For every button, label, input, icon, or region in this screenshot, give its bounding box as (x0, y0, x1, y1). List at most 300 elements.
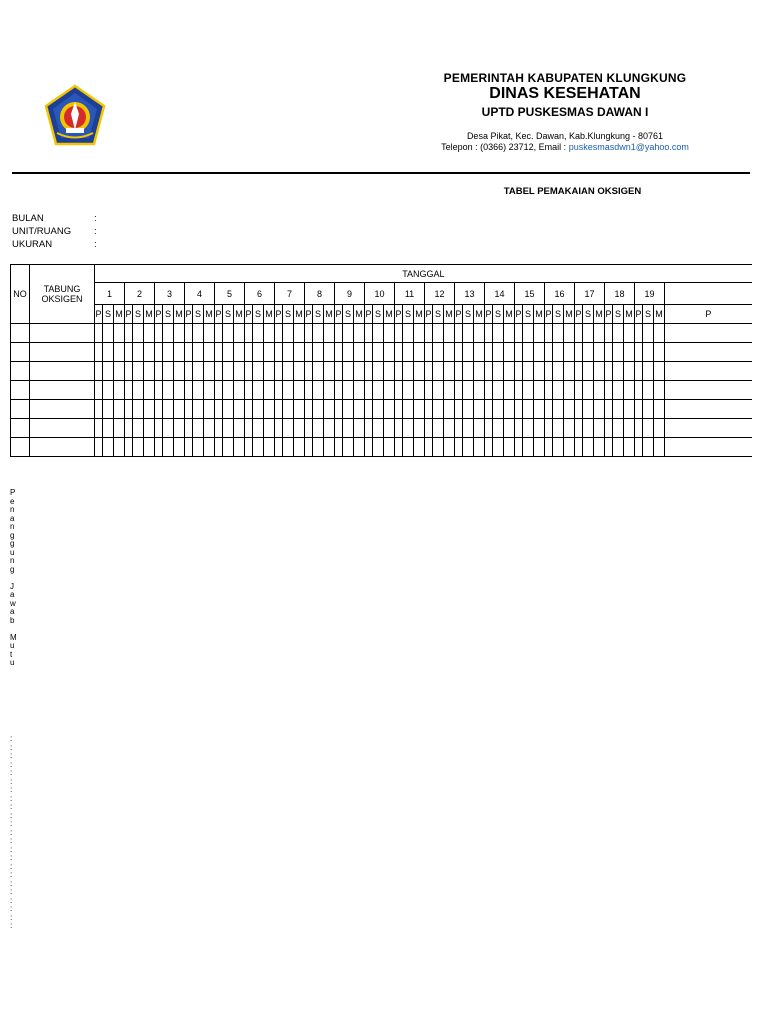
cell-usage[interactable] (395, 343, 403, 362)
cell-usage[interactable] (605, 419, 613, 438)
cell-usage[interactable] (523, 381, 534, 400)
cell-usage[interactable] (665, 400, 752, 419)
cell-usage[interactable] (654, 438, 665, 457)
cell-usage[interactable] (493, 438, 504, 457)
cell-usage[interactable] (643, 343, 654, 362)
cell-usage[interactable] (283, 438, 294, 457)
cell-usage[interactable] (643, 438, 654, 457)
cell-usage[interactable] (395, 419, 403, 438)
cell-usage[interactable] (324, 324, 335, 343)
cell-usage[interactable] (133, 381, 144, 400)
cell-usage[interactable] (403, 400, 414, 419)
cell-usage[interactable] (223, 324, 234, 343)
cell-usage[interactable] (545, 400, 553, 419)
cell-usage[interactable] (665, 419, 752, 438)
cell-usage[interactable] (313, 438, 324, 457)
cell-usage[interactable] (185, 381, 193, 400)
cell-usage[interactable] (594, 362, 605, 381)
cell-usage[interactable] (624, 400, 635, 419)
cell-usage[interactable] (125, 381, 133, 400)
cell-usage[interactable] (193, 419, 204, 438)
cell-usage[interactable] (264, 381, 275, 400)
cell-usage[interactable] (185, 419, 193, 438)
cell-usage[interactable] (403, 343, 414, 362)
cell-usage[interactable] (594, 381, 605, 400)
cell-usage[interactable] (594, 419, 605, 438)
cell-usage[interactable] (384, 400, 395, 419)
cell-usage[interactable] (185, 400, 193, 419)
cell-usage[interactable] (294, 438, 305, 457)
cell-usage[interactable] (654, 362, 665, 381)
cell-usage[interactable] (324, 438, 335, 457)
cell-usage[interactable] (193, 343, 204, 362)
cell-usage[interactable] (624, 438, 635, 457)
cell-usage[interactable] (373, 362, 384, 381)
cell-usage[interactable] (523, 419, 534, 438)
cell-usage[interactable] (144, 324, 155, 343)
cell-usage[interactable] (613, 362, 624, 381)
cell-usage[interactable] (294, 362, 305, 381)
cell-usage[interactable] (253, 362, 264, 381)
cell-usage[interactable] (133, 343, 144, 362)
cell-usage[interactable] (594, 438, 605, 457)
cell-usage[interactable] (343, 324, 354, 343)
cell-usage[interactable] (253, 324, 264, 343)
cell-usage[interactable] (133, 324, 144, 343)
cell-usage[interactable] (474, 362, 485, 381)
cell-usage[interactable] (534, 438, 545, 457)
cell-usage[interactable] (264, 362, 275, 381)
cell-usage[interactable] (545, 343, 553, 362)
cell-usage[interactable] (234, 324, 245, 343)
cell-usage[interactable] (103, 324, 114, 343)
cell-usage[interactable] (264, 343, 275, 362)
cell-usage[interactable] (643, 362, 654, 381)
cell-usage[interactable] (485, 381, 493, 400)
cell-usage[interactable] (553, 381, 564, 400)
cell-usage[interactable] (384, 362, 395, 381)
cell-usage[interactable] (395, 381, 403, 400)
cell-usage[interactable] (343, 381, 354, 400)
cell-usage[interactable] (264, 400, 275, 419)
cell-usage[interactable] (223, 419, 234, 438)
cell-usage[interactable] (474, 400, 485, 419)
cell-usage[interactable] (95, 362, 103, 381)
cell-usage[interactable] (414, 419, 425, 438)
cell-usage[interactable] (103, 438, 114, 457)
cell-usage[interactable] (583, 362, 594, 381)
cell-usage[interactable] (215, 381, 223, 400)
cell-usage[interactable] (523, 438, 534, 457)
cell-usage[interactable] (384, 324, 395, 343)
cell-usage[interactable] (193, 362, 204, 381)
cell-usage[interactable] (414, 362, 425, 381)
cell-usage[interactable] (264, 419, 275, 438)
cell-usage[interactable] (463, 324, 474, 343)
cell-usage[interactable] (245, 362, 253, 381)
cell-usage[interactable] (185, 343, 193, 362)
cell-usage[interactable] (215, 362, 223, 381)
cell-usage[interactable] (583, 324, 594, 343)
cell-usage[interactable] (403, 438, 414, 457)
cell-usage[interactable] (515, 324, 523, 343)
cell-tabung[interactable] (30, 419, 95, 438)
cell-usage[interactable] (635, 362, 643, 381)
cell-usage[interactable] (155, 362, 163, 381)
cell-no[interactable] (11, 343, 30, 362)
cell-usage[interactable] (223, 400, 234, 419)
cell-usage[interactable] (624, 419, 635, 438)
cell-usage[interactable] (305, 381, 313, 400)
cell-usage[interactable] (313, 381, 324, 400)
cell-usage[interactable] (294, 343, 305, 362)
cell-usage[interactable] (204, 324, 215, 343)
cell-usage[interactable] (463, 400, 474, 419)
cell-no[interactable] (11, 400, 30, 419)
cell-no[interactable] (11, 381, 30, 400)
cell-usage[interactable] (324, 343, 335, 362)
cell-usage[interactable] (665, 362, 752, 381)
cell-usage[interactable] (223, 343, 234, 362)
cell-no[interactable] (11, 438, 30, 457)
cell-usage[interactable] (125, 362, 133, 381)
cell-usage[interactable] (605, 343, 613, 362)
cell-usage[interactable] (444, 324, 455, 343)
cell-usage[interactable] (433, 324, 444, 343)
cell-usage[interactable] (155, 324, 163, 343)
cell-usage[interactable] (365, 438, 373, 457)
cell-usage[interactable] (403, 381, 414, 400)
cell-usage[interactable] (215, 400, 223, 419)
cell-usage[interactable] (455, 400, 463, 419)
cell-usage[interactable] (335, 324, 343, 343)
cell-usage[interactable] (613, 419, 624, 438)
cell-usage[interactable] (545, 324, 553, 343)
cell-usage[interactable] (343, 362, 354, 381)
cell-usage[interactable] (125, 400, 133, 419)
cell-usage[interactable] (485, 400, 493, 419)
cell-usage[interactable] (654, 343, 665, 362)
cell-usage[interactable] (613, 343, 624, 362)
cell-usage[interactable] (444, 343, 455, 362)
cell-usage[interactable] (463, 438, 474, 457)
cell-usage[interactable] (485, 419, 493, 438)
cell-usage[interactable] (384, 438, 395, 457)
cell-usage[interactable] (144, 362, 155, 381)
cell-usage[interactable] (294, 324, 305, 343)
cell-usage[interactable] (534, 419, 545, 438)
cell-usage[interactable] (294, 400, 305, 419)
cell-usage[interactable] (534, 362, 545, 381)
cell-usage[interactable] (365, 324, 373, 343)
cell-usage[interactable] (575, 343, 583, 362)
cell-usage[interactable] (313, 343, 324, 362)
cell-usage[interactable] (583, 400, 594, 419)
cell-usage[interactable] (665, 343, 752, 362)
cell-usage[interactable] (125, 438, 133, 457)
cell-usage[interactable] (373, 400, 384, 419)
cell-usage[interactable] (395, 324, 403, 343)
cell-usage[interactable] (575, 400, 583, 419)
cell-usage[interactable] (234, 400, 245, 419)
cell-usage[interactable] (275, 438, 283, 457)
cell-usage[interactable] (313, 324, 324, 343)
cell-usage[interactable] (624, 324, 635, 343)
cell-usage[interactable] (425, 362, 433, 381)
cell-usage[interactable] (493, 362, 504, 381)
cell-usage[interactable] (654, 381, 665, 400)
cell-usage[interactable] (515, 362, 523, 381)
cell-usage[interactable] (185, 438, 193, 457)
cell-usage[interactable] (635, 419, 643, 438)
cell-usage[interactable] (665, 438, 752, 457)
cell-usage[interactable] (583, 343, 594, 362)
cell-usage[interactable] (515, 438, 523, 457)
cell-tabung[interactable] (30, 324, 95, 343)
cell-usage[interactable] (414, 343, 425, 362)
cell-usage[interactable] (95, 438, 103, 457)
cell-usage[interactable] (444, 438, 455, 457)
cell-usage[interactable] (455, 343, 463, 362)
cell-usage[interactable] (485, 362, 493, 381)
cell-usage[interactable] (493, 400, 504, 419)
cell-no[interactable] (11, 419, 30, 438)
cell-usage[interactable] (174, 343, 185, 362)
cell-usage[interactable] (103, 400, 114, 419)
cell-usage[interactable] (534, 324, 545, 343)
cell-usage[interactable] (114, 400, 125, 419)
cell-usage[interactable] (564, 419, 575, 438)
cell-usage[interactable] (275, 324, 283, 343)
cell-usage[interactable] (515, 419, 523, 438)
cell-usage[interactable] (553, 419, 564, 438)
cell-usage[interactable] (193, 438, 204, 457)
cell-tabung[interactable] (30, 362, 95, 381)
cell-usage[interactable] (504, 343, 515, 362)
cell-usage[interactable] (95, 324, 103, 343)
cell-usage[interactable] (95, 343, 103, 362)
cell-usage[interactable] (204, 400, 215, 419)
cell-usage[interactable] (174, 324, 185, 343)
cell-usage[interactable] (583, 419, 594, 438)
cell-usage[interactable] (613, 324, 624, 343)
cell-usage[interactable] (534, 400, 545, 419)
cell-usage[interactable] (534, 343, 545, 362)
cell-usage[interactable] (504, 438, 515, 457)
cell-usage[interactable] (144, 419, 155, 438)
cell-usage[interactable] (444, 400, 455, 419)
cell-usage[interactable] (264, 324, 275, 343)
cell-usage[interactable] (523, 343, 534, 362)
cell-usage[interactable] (245, 419, 253, 438)
cell-usage[interactable] (103, 381, 114, 400)
cell-usage[interactable] (335, 438, 343, 457)
cell-usage[interactable] (643, 381, 654, 400)
cell-usage[interactable] (283, 400, 294, 419)
cell-usage[interactable] (433, 381, 444, 400)
cell-usage[interactable] (283, 362, 294, 381)
cell-usage[interactable] (174, 400, 185, 419)
cell-usage[interactable] (125, 343, 133, 362)
cell-usage[interactable] (245, 343, 253, 362)
cell-usage[interactable] (275, 419, 283, 438)
cell-usage[interactable] (414, 324, 425, 343)
cell-usage[interactable] (635, 381, 643, 400)
cell-usage[interactable] (373, 438, 384, 457)
cell-usage[interactable] (313, 419, 324, 438)
cell-tabung[interactable] (30, 343, 95, 362)
cell-usage[interactable] (133, 400, 144, 419)
cell-usage[interactable] (474, 324, 485, 343)
cell-usage[interactable] (204, 381, 215, 400)
cell-usage[interactable] (474, 381, 485, 400)
cell-usage[interactable] (455, 362, 463, 381)
cell-usage[interactable] (403, 362, 414, 381)
cell-usage[interactable] (313, 400, 324, 419)
cell-usage[interactable] (125, 324, 133, 343)
cell-usage[interactable] (114, 343, 125, 362)
cell-usage[interactable] (425, 419, 433, 438)
cell-usage[interactable] (103, 343, 114, 362)
cell-usage[interactable] (245, 400, 253, 419)
cell-usage[interactable] (444, 419, 455, 438)
cell-usage[interactable] (455, 419, 463, 438)
cell-usage[interactable] (425, 400, 433, 419)
cell-usage[interactable] (425, 343, 433, 362)
cell-usage[interactable] (245, 438, 253, 457)
cell-usage[interactable] (433, 362, 444, 381)
cell-usage[interactable] (613, 400, 624, 419)
cell-usage[interactable] (373, 419, 384, 438)
cell-usage[interactable] (275, 400, 283, 419)
cell-usage[interactable] (335, 419, 343, 438)
cell-usage[interactable] (103, 362, 114, 381)
cell-usage[interactable] (155, 419, 163, 438)
cell-usage[interactable] (354, 438, 365, 457)
cell-usage[interactable] (605, 362, 613, 381)
cell-usage[interactable] (395, 438, 403, 457)
cell-usage[interactable] (365, 381, 373, 400)
cell-tabung[interactable] (30, 438, 95, 457)
cell-usage[interactable] (564, 438, 575, 457)
cell-usage[interactable] (223, 438, 234, 457)
cell-usage[interactable] (283, 381, 294, 400)
cell-usage[interactable] (575, 362, 583, 381)
cell-usage[interactable] (523, 362, 534, 381)
cell-usage[interactable] (414, 400, 425, 419)
cell-usage[interactable] (564, 381, 575, 400)
cell-usage[interactable] (613, 381, 624, 400)
cell-usage[interactable] (384, 419, 395, 438)
cell-usage[interactable] (324, 419, 335, 438)
cell-usage[interactable] (114, 324, 125, 343)
cell-usage[interactable] (474, 343, 485, 362)
cell-usage[interactable] (425, 381, 433, 400)
cell-usage[interactable] (204, 362, 215, 381)
cell-usage[interactable] (564, 324, 575, 343)
cell-usage[interactable] (575, 438, 583, 457)
cell-usage[interactable] (204, 343, 215, 362)
cell-usage[interactable] (245, 381, 253, 400)
cell-usage[interactable] (594, 343, 605, 362)
cell-usage[interactable] (493, 324, 504, 343)
cell-usage[interactable] (433, 438, 444, 457)
cell-usage[interactable] (155, 400, 163, 419)
cell-usage[interactable] (515, 343, 523, 362)
cell-usage[interactable] (643, 400, 654, 419)
cell-usage[interactable] (234, 343, 245, 362)
cell-usage[interactable] (133, 438, 144, 457)
cell-usage[interactable] (605, 381, 613, 400)
cell-usage[interactable] (324, 381, 335, 400)
cell-usage[interactable] (463, 362, 474, 381)
cell-usage[interactable] (133, 419, 144, 438)
cell-usage[interactable] (335, 381, 343, 400)
cell-usage[interactable] (504, 400, 515, 419)
cell-usage[interactable] (174, 438, 185, 457)
cell-usage[interactable] (155, 343, 163, 362)
cell-usage[interactable] (163, 381, 174, 400)
cell-usage[interactable] (185, 362, 193, 381)
cell-usage[interactable] (144, 381, 155, 400)
cell-usage[interactable] (185, 324, 193, 343)
cell-usage[interactable] (215, 419, 223, 438)
cell-usage[interactable] (654, 324, 665, 343)
cell-usage[interactable] (365, 400, 373, 419)
cell-usage[interactable] (275, 343, 283, 362)
cell-usage[interactable] (305, 438, 313, 457)
cell-usage[interactable] (654, 419, 665, 438)
cell-usage[interactable] (125, 419, 133, 438)
cell-usage[interactable] (414, 438, 425, 457)
cell-usage[interactable] (425, 438, 433, 457)
cell-usage[interactable] (474, 438, 485, 457)
cell-usage[interactable] (433, 400, 444, 419)
cell-usage[interactable] (114, 438, 125, 457)
cell-usage[interactable] (624, 362, 635, 381)
cell-usage[interactable] (204, 438, 215, 457)
cell-usage[interactable] (283, 343, 294, 362)
cell-usage[interactable] (624, 381, 635, 400)
cell-usage[interactable] (583, 438, 594, 457)
cell-usage[interactable] (553, 343, 564, 362)
cell-usage[interactable] (373, 381, 384, 400)
cell-usage[interactable] (253, 381, 264, 400)
cell-usage[interactable] (95, 400, 103, 419)
cell-usage[interactable] (403, 324, 414, 343)
cell-no[interactable] (11, 362, 30, 381)
cell-usage[interactable] (223, 381, 234, 400)
cell-usage[interactable] (354, 343, 365, 362)
cell-usage[interactable] (455, 438, 463, 457)
cell-usage[interactable] (335, 400, 343, 419)
cell-usage[interactable] (155, 381, 163, 400)
cell-usage[interactable] (605, 324, 613, 343)
cell-usage[interactable] (564, 400, 575, 419)
cell-usage[interactable] (103, 419, 114, 438)
cell-usage[interactable] (534, 381, 545, 400)
cell-usage[interactable] (343, 438, 354, 457)
cell-usage[interactable] (553, 400, 564, 419)
cell-usage[interactable] (635, 324, 643, 343)
cell-usage[interactable] (564, 343, 575, 362)
cell-usage[interactable] (463, 419, 474, 438)
cell-usage[interactable] (174, 362, 185, 381)
cell-usage[interactable] (545, 438, 553, 457)
cell-usage[interactable] (163, 400, 174, 419)
cell-usage[interactable] (234, 438, 245, 457)
cell-usage[interactable] (193, 381, 204, 400)
